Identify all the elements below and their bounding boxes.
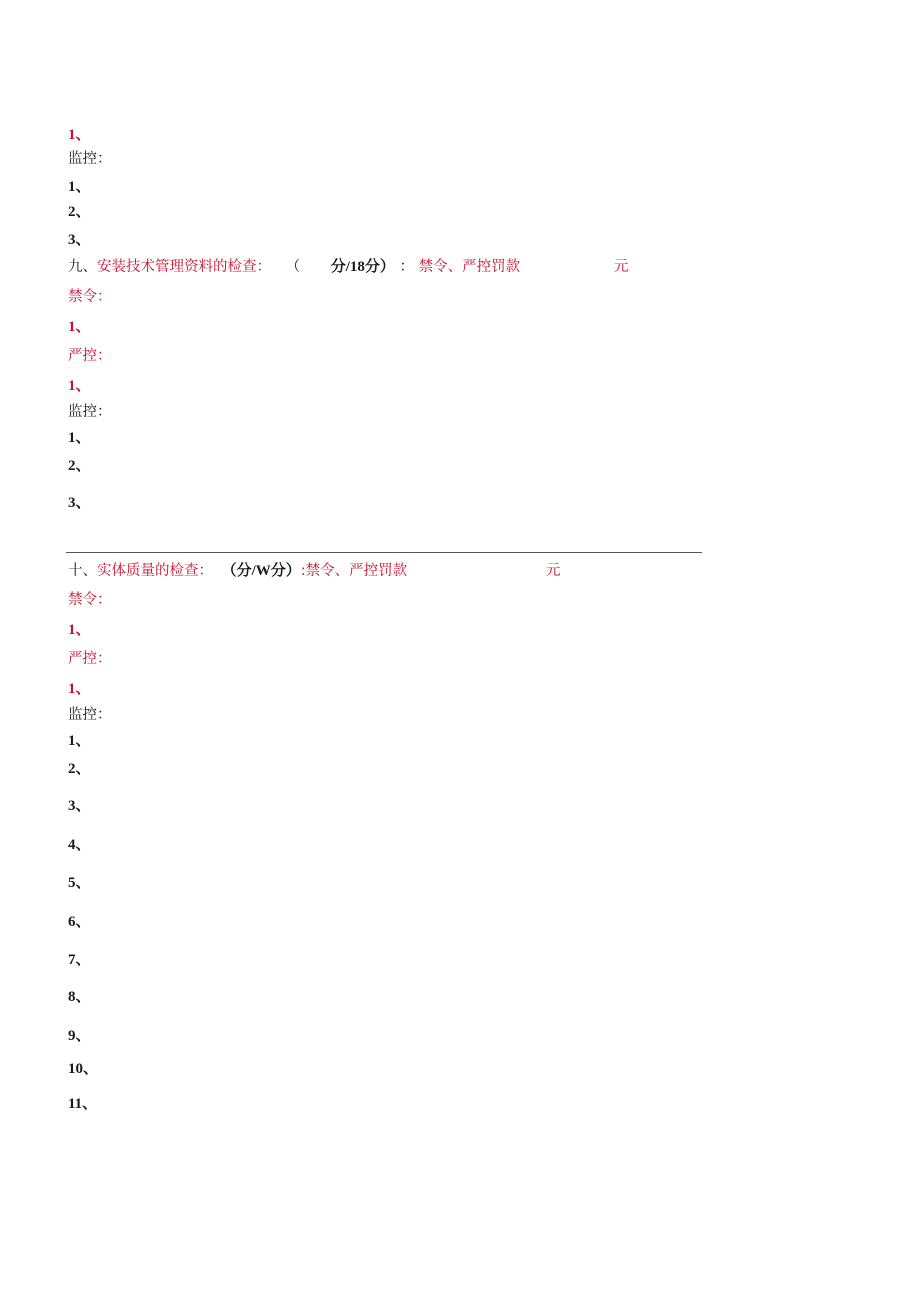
top-monitor-label: 监控： [68, 151, 112, 167]
section9-monitor-item-3: 3、 [68, 495, 91, 511]
section10-monitor-item-7: 7、 [68, 952, 91, 968]
top-monitor-item-1: 1、 [68, 179, 91, 195]
section10-unit: 元 [546, 563, 561, 579]
section9-penalty: 禁令、严控罚款 [418, 259, 521, 275]
section9-monitor-item-1: 1、 [68, 430, 91, 446]
section10-monitor-label: 监控： [68, 707, 112, 723]
section10-monitor-item-11: 11、 [68, 1096, 98, 1112]
section10-monitor-item-1: 1、 [68, 733, 91, 749]
top-monitor-item-3: 3、 [68, 232, 91, 248]
section10-monitor-item-3: 3、 [68, 798, 91, 814]
section9-unit: 元 [614, 259, 629, 275]
section10-strict-label: 严控： [68, 651, 112, 667]
top-monitor-item-2: 2、 [68, 204, 91, 220]
section9-heading [68, 258, 520, 276]
section9-ban-item-1: 1、 [68, 319, 91, 335]
section10-monitor-item-4: 4、 [68, 837, 91, 853]
section10-ban-label: 禁令： [68, 592, 112, 608]
section10-monitor-item-9: 9、 [68, 1028, 91, 1044]
section9-monitor-label: 监控： [68, 404, 112, 420]
section10-monitor-item-10: 10、 [68, 1061, 99, 1077]
section10-ban-item-1: 1、 [68, 622, 91, 638]
section10-score: （分/W分） [221, 563, 301, 579]
section10-title: 实体质量的检查： [97, 563, 213, 579]
section9-ban-label: 禁令： [68, 289, 112, 305]
section9-prefix: 九、 [68, 259, 97, 275]
section9-score: 分/18分） [330, 259, 395, 275]
section10-monitor-item-2: 2、 [68, 761, 91, 777]
section9-strict-label: 严控： [68, 348, 112, 364]
section9-colon: ： [399, 259, 414, 275]
section10-penalty: :禁令、严控罚款 [300, 563, 408, 579]
section-divider [66, 552, 702, 553]
section10-monitor-item-8: 8、 [68, 989, 91, 1005]
section10-strict-item-1: 1、 [68, 681, 91, 697]
section10-monitor-item-5: 5、 [68, 875, 91, 891]
section10-prefix: 十、 [68, 563, 97, 579]
section10-heading [68, 562, 407, 580]
section9-strict-item-1: 1、 [68, 378, 91, 394]
section9-title: 安装技术管理资料的检查： [97, 259, 271, 275]
top-red-item: 1、 [68, 127, 91, 143]
section9-paren: （ [285, 259, 301, 275]
section9-monitor-item-2: 2、 [68, 458, 91, 474]
section10-monitor-item-6: 6、 [68, 914, 91, 930]
